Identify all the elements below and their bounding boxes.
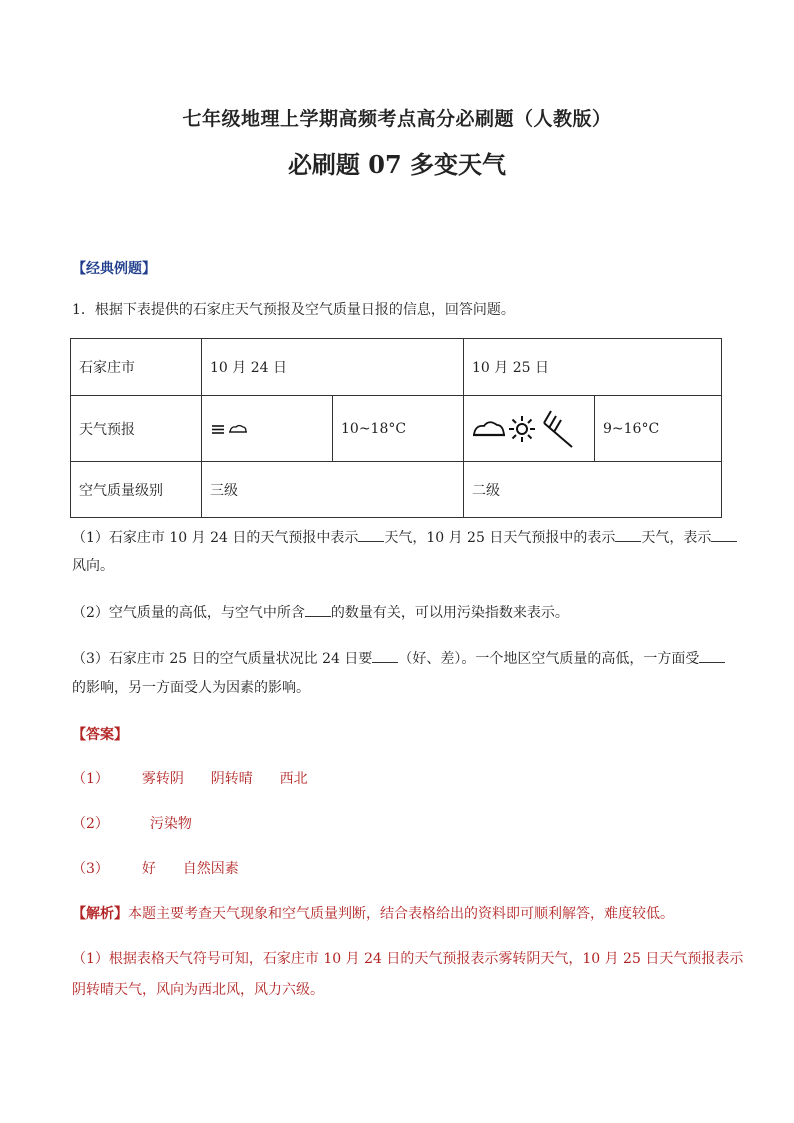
answer-row-3 bbox=[72, 859, 239, 879]
table-cell-date2: 10 月 25 日 bbox=[464, 339, 722, 396]
answer-blank bbox=[615, 527, 641, 542]
answer-value: 西北 bbox=[279, 771, 308, 787]
answer-blank bbox=[711, 527, 737, 542]
table-cell-air-label: 空气质量级别 bbox=[71, 462, 202, 518]
weather-table bbox=[70, 338, 722, 518]
document-header-title: 七年级地理上学期高频考点高分必刷题（人教版） bbox=[182, 108, 612, 130]
answer-value: 自然因素 bbox=[182, 861, 239, 877]
question-text: 的数量有关，可以用污染指数来表示。 bbox=[330, 605, 569, 621]
question-1-line bbox=[72, 527, 737, 548]
table-cell-city: 石家庄市 bbox=[71, 339, 202, 396]
question-text: （好、差）。一个地区空气质量的高低，一方面受 bbox=[398, 651, 700, 667]
question-text: （3）石家庄市 25 日的空气质量状况比 24 日要 bbox=[72, 651, 373, 667]
table-row bbox=[71, 462, 722, 518]
question-text: （2）空气质量的高低，与空气中所含 bbox=[72, 605, 305, 621]
answer-blank bbox=[699, 648, 725, 663]
analysis-paragraph-1-line-2: 阴转晴天气，风向为西北风，风力六级。 bbox=[72, 982, 324, 998]
table-cell-temp1: 10~18°C bbox=[333, 396, 464, 462]
question-intro: 1．根据下表提供的石家庄天气预报及空气质量日报的信息，回答问题。 bbox=[72, 302, 515, 318]
question-2-line bbox=[72, 602, 569, 623]
question-text: （1）石家庄市 10 月 24 日的天气预报中表示 bbox=[72, 530, 359, 546]
answer-blank bbox=[358, 527, 384, 542]
question-3-line bbox=[72, 648, 725, 669]
wind-barb-icon bbox=[544, 411, 572, 447]
answer-number: （3） bbox=[72, 861, 109, 877]
question-text: 天气，表示 bbox=[641, 530, 712, 546]
table-cell-date1: 10 月 24 日 bbox=[202, 339, 464, 396]
answer-label: 【答案】 bbox=[72, 727, 128, 743]
answer-blank bbox=[305, 602, 331, 617]
answer-value: 雾转阴 bbox=[141, 771, 184, 787]
page-title: 必刷题 07 多变天气 bbox=[287, 150, 507, 179]
section-label-classic-example: 【经典例题】 bbox=[72, 261, 156, 277]
table-cell-air1: 三级 bbox=[202, 462, 464, 518]
fog-icon bbox=[212, 426, 224, 433]
table-cell-icons1 bbox=[202, 396, 333, 462]
table-row bbox=[71, 396, 722, 462]
table-cell-icons2 bbox=[464, 396, 595, 462]
answer-number: （2） bbox=[72, 816, 109, 832]
answer-blank bbox=[372, 648, 398, 663]
analysis-paragraph-1: （1）根据表格天气符号可知，石家庄市 10 月 24 日的天气预报表示雾转阴天气，10 月 25 日天气预报表示 bbox=[72, 951, 744, 967]
answer-value: 阴转晴 bbox=[210, 771, 253, 787]
answer-row-1 bbox=[72, 769, 308, 789]
table-cell-forecast-label: 天气预报 bbox=[71, 396, 202, 462]
question-1-line-2: 风向。 bbox=[72, 558, 114, 574]
answer-value: 污染物 bbox=[149, 816, 192, 832]
analysis-line bbox=[72, 904, 674, 924]
cloudy-icon bbox=[229, 425, 247, 432]
cloudy-sunny-wind-icon bbox=[472, 409, 576, 449]
cloudy-icon bbox=[473, 422, 505, 435]
analysis-text: 本题主要考查天气现象和空气质量判断，结合表格给出的资料即可顺利解答，难度较低。 bbox=[128, 906, 674, 922]
answer-row-2 bbox=[72, 814, 192, 834]
answer-value: 好 bbox=[141, 861, 156, 877]
fog-to-cloudy-icon bbox=[210, 422, 250, 436]
answer-number: （1） bbox=[72, 771, 109, 787]
sunny-icon bbox=[509, 416, 535, 442]
question-3-line-2: 的影响，另一方面受人为因素的影响。 bbox=[72, 680, 310, 696]
table-cell-temp2: 9~16°C bbox=[595, 396, 722, 462]
table-row bbox=[71, 339, 722, 396]
analysis-label: 【解析】 bbox=[72, 906, 128, 922]
question-text: 天气，10 月 25 日天气预报中的表示 bbox=[384, 530, 616, 546]
table-cell-air2: 二级 bbox=[464, 462, 722, 518]
